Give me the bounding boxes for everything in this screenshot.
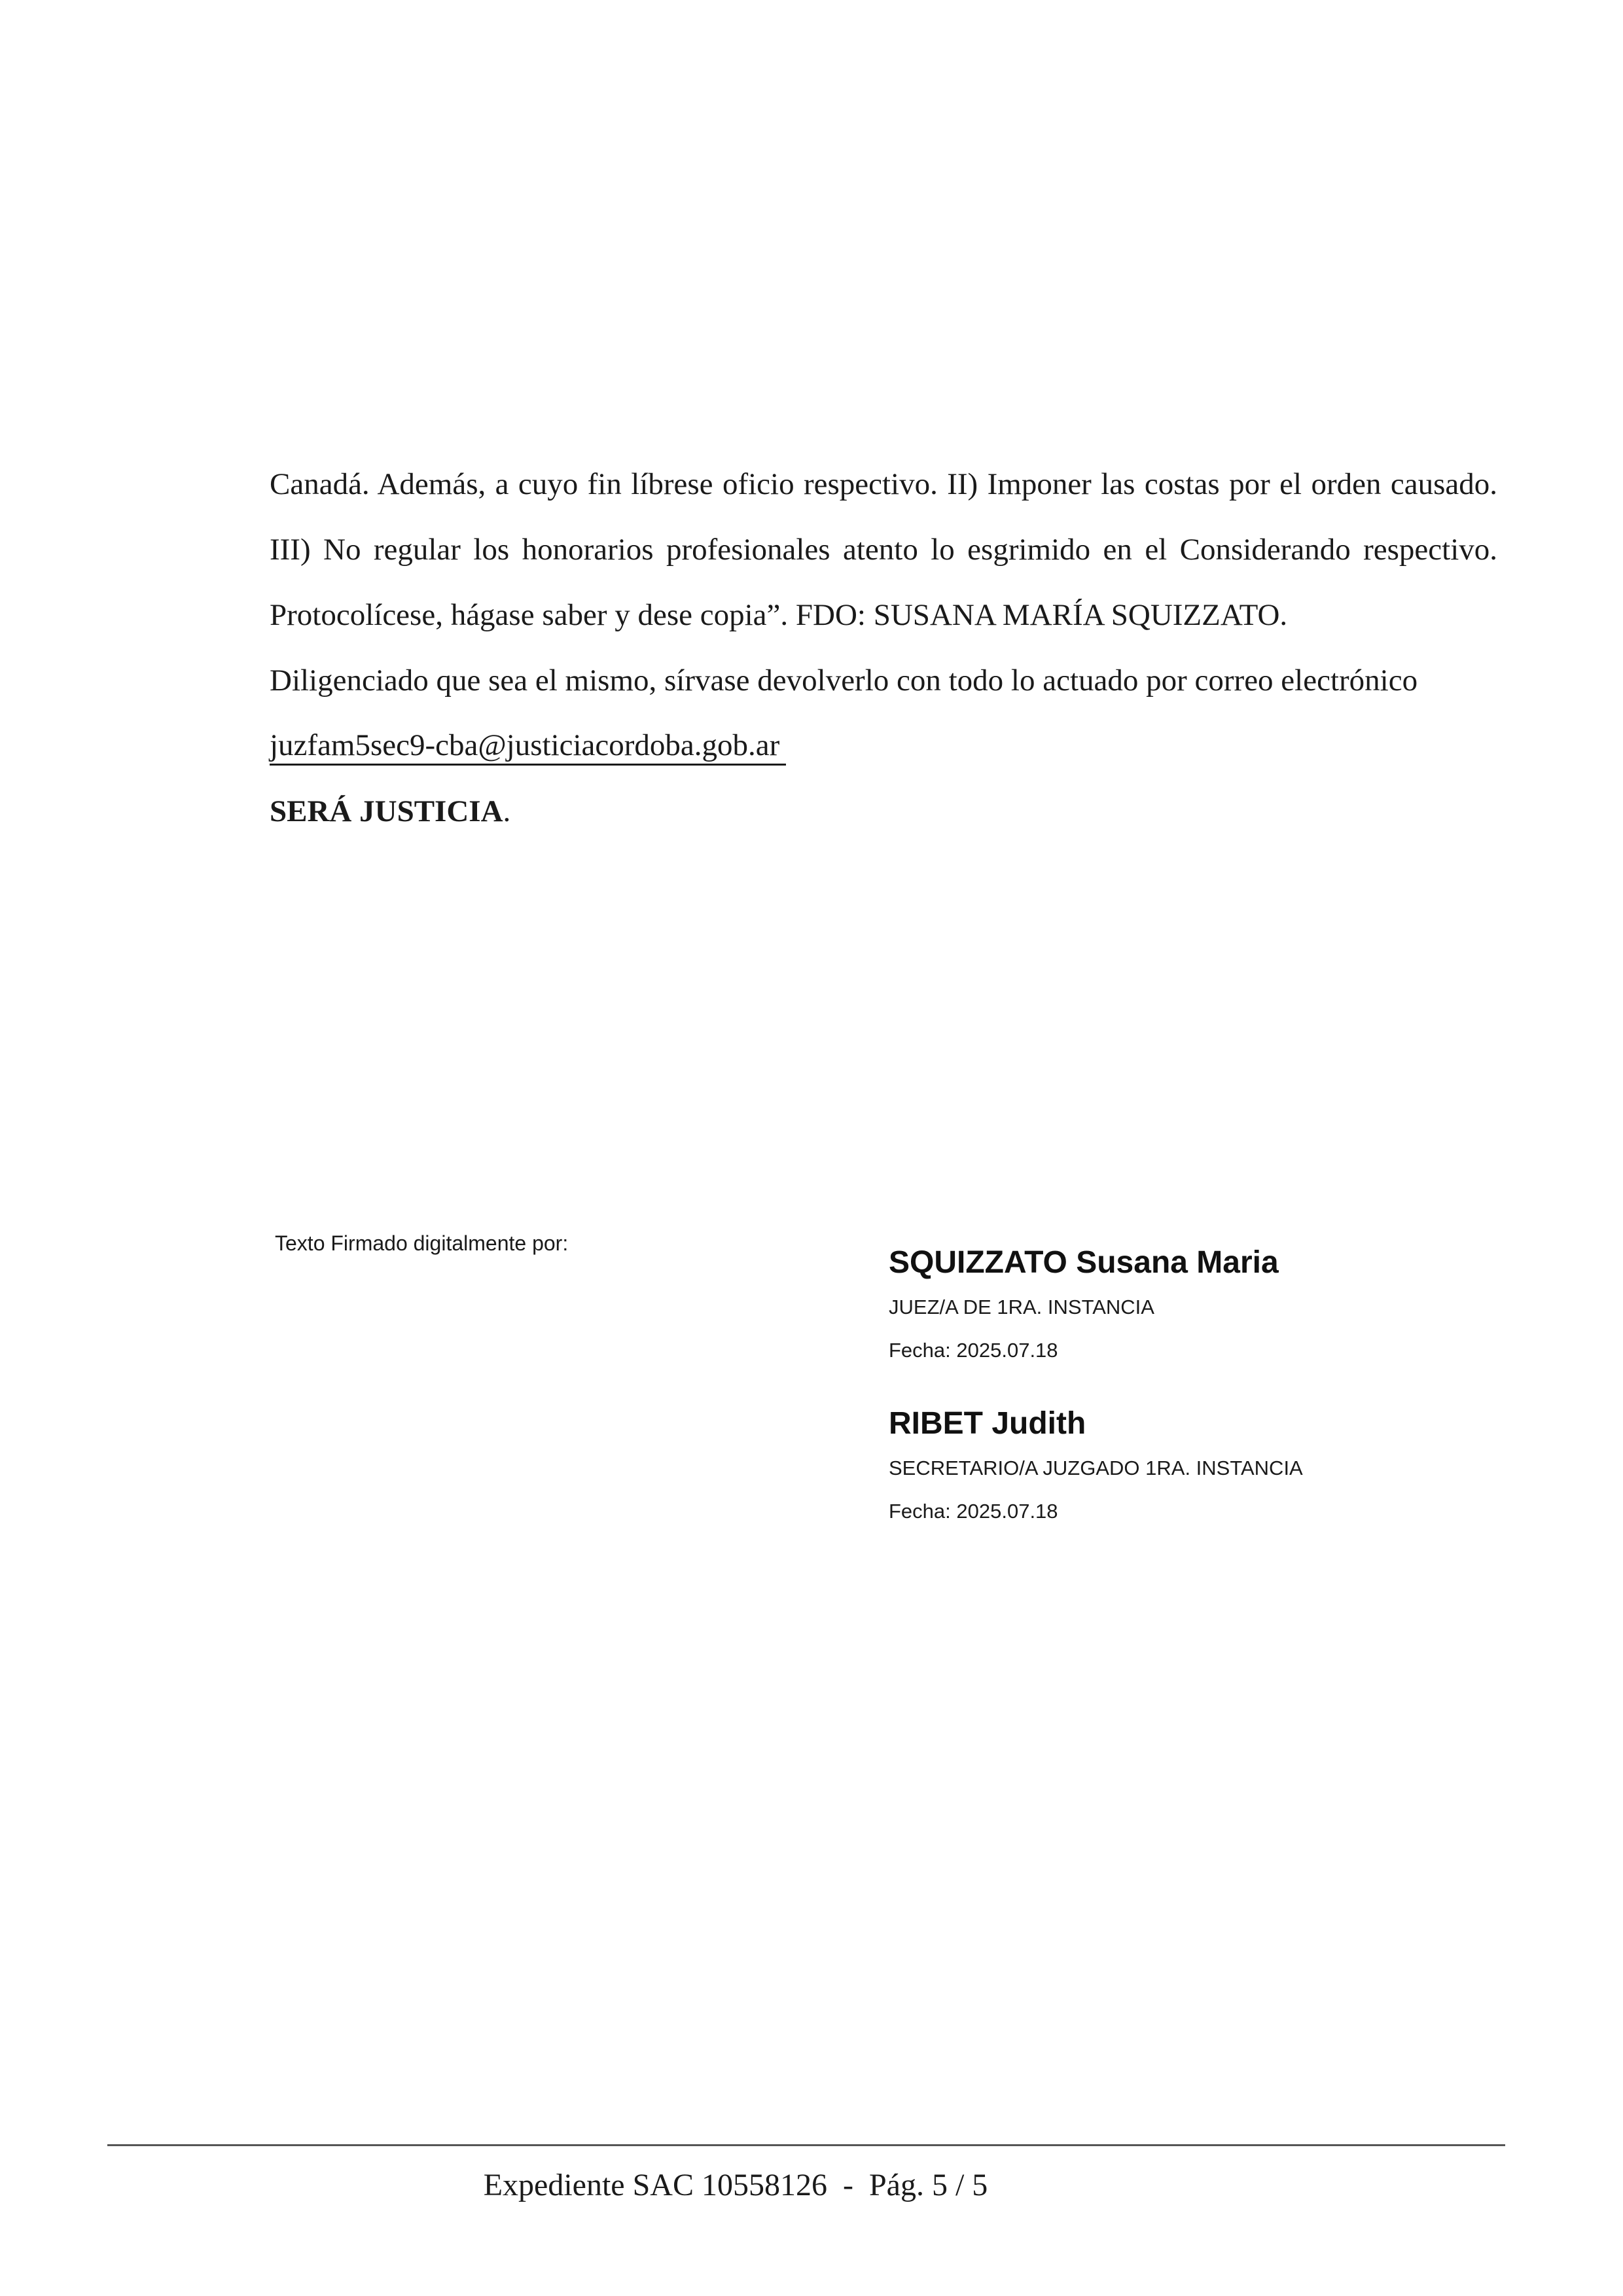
closing-bold-text: SERÁ JUSTICIA	[270, 794, 503, 828]
footer-divider	[107, 2144, 1505, 2146]
signer-judge	[889, 1240, 1543, 1372]
document-body	[270, 451, 1497, 844]
signer-secretary	[889, 1401, 1543, 1533]
court-email-link[interactable]: juzfam5sec9-cba@justiciacordoba.gob.ar	[270, 727, 786, 766]
instruction-paragraph: Diligenciado que sea el mismo, sírvase devolverlo con todo lo actuado por correo electrónico	[270, 663, 1418, 698]
closing-punctuation: .	[503, 794, 511, 828]
signer-role: SECRETARIO/A JUZGADO 1RA. INSTANCIA	[889, 1457, 1303, 1479]
signer-name: RIBET Judith	[889, 1406, 1086, 1441]
signer-role: JUEZ/A DE 1RA. INSTANCIA	[889, 1296, 1154, 1318]
resolution-paragraph: Canadá. Además, a cuyo fin líbrese oficio respectivo. II) Imponer las costas por el orden causado. III) No regular los honorarios profesionales atento lo esgrimido en el Considerando respectivo. Protocolícese, hágase saber y dese copia”. FDO: SUSANA MARÍA SQUIZZATO.	[270, 467, 1497, 632]
closing-statement	[270, 779, 1497, 844]
signer-name: SQUIZZATO Susana Maria	[889, 1245, 1279, 1280]
signer-date: Fecha: 2025.07.18	[889, 1339, 1058, 1362]
page-footer: Expediente SAC 10558126 - Pág. 5 / 5	[483, 2168, 988, 2202]
digital-signature-label: Texto Firmado digitalmente por:	[275, 1231, 569, 1255]
signers-block	[889, 1240, 1543, 1562]
email-line	[270, 713, 1497, 779]
signer-date: Fecha: 2025.07.18	[889, 1500, 1058, 1523]
